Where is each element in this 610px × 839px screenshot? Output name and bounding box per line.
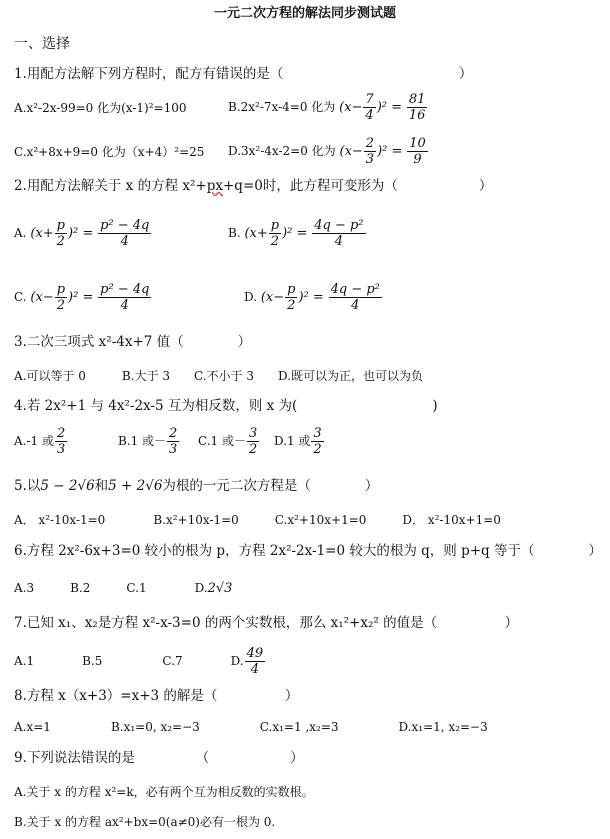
question-1-option-a: A.x²-2x-99=0 化为(x-1)²=100 xyxy=(14,101,187,115)
option-b-math-right: )² = xyxy=(376,100,403,115)
question-7-options xyxy=(14,646,266,677)
option-d-prefix: D.1 或 xyxy=(273,434,311,448)
options-text: A.3 B.2 C.1 D. xyxy=(14,581,208,595)
option-c-fraction xyxy=(247,426,259,457)
fraction-denominator: 4 xyxy=(250,662,260,677)
fraction-denominator: 16 xyxy=(408,108,426,123)
fraction-numerator: 49 xyxy=(246,646,264,661)
question-8-stem: 8.方程 x（x+3）=x+3 的解是（ ） xyxy=(14,688,299,704)
question-2-option-d xyxy=(244,282,383,313)
fraction-denominator: 2 xyxy=(56,298,65,313)
fraction-numerator: p xyxy=(56,218,65,233)
fraction-denominator: 3 xyxy=(365,152,375,167)
options-text: A.1 B.5 C.7 D. xyxy=(14,654,244,668)
fraction-numerator: p xyxy=(270,218,280,233)
math-left: (x+ xyxy=(30,226,54,241)
option-a-fraction xyxy=(55,426,67,457)
fraction xyxy=(55,218,67,249)
fraction-denominator: 2 xyxy=(249,442,258,457)
fraction xyxy=(55,282,67,313)
stem-suffix: +q=0时，此方程可变形为（ ） xyxy=(222,178,493,194)
math-mid: )² = xyxy=(298,290,324,305)
option-d-math: 2√3 xyxy=(207,581,233,596)
stem-prefix: 2.用配方法解关于 x 的方程 x²+ xyxy=(14,178,207,194)
question-3-options: A.可以等于 0 B.大于 3 C.不小于 3 D.既可以为正，也可以为负 xyxy=(14,369,424,383)
question-2-option-b xyxy=(228,218,367,249)
stem-suffix: 为根的一元二次方程是（ ） xyxy=(162,478,379,494)
fraction-denominator: 2 xyxy=(270,234,280,249)
option-d-fraction xyxy=(364,136,376,167)
question-1-option-b xyxy=(228,92,428,123)
math-mid: )² = xyxy=(282,226,308,241)
option-d-fraction xyxy=(311,426,323,457)
question-9-option-a: A.关于 x 的方程 x²=k，必有两个互为相反数的实数根。 xyxy=(14,785,314,799)
result-fraction xyxy=(329,282,382,313)
fraction-numerator: 2 xyxy=(365,136,375,151)
option-d-math-left: (x− xyxy=(339,144,363,159)
question-2-stem xyxy=(14,178,492,194)
option-d-result-fraction xyxy=(407,136,428,167)
option-b-fraction xyxy=(363,92,375,123)
option-b-fraction xyxy=(167,426,179,457)
option-d-fraction xyxy=(245,646,266,677)
option-c-prefix: C.1 或－ xyxy=(197,434,246,448)
fraction-denominator: 2 xyxy=(287,298,296,313)
question-3-stem: 3.二次三项式 x²-4x+7 值（ ） xyxy=(14,334,252,350)
option-label: D. xyxy=(244,290,258,304)
fraction-numerator: 2 xyxy=(57,426,66,441)
root-expression-1: 5 − 2√6 xyxy=(40,478,95,494)
question-8-options: A.x=1 B.x₁=0, x₂=−3 C.x₁=1 ,x₂=3 D.x₁=1, x₂=−3 xyxy=(14,720,488,734)
result-fraction xyxy=(98,218,151,249)
fraction-numerator: 10 xyxy=(409,136,426,151)
math-mid: )² = xyxy=(67,226,94,241)
fraction-numerator: 3 xyxy=(249,426,258,441)
fraction-denominator: 4 xyxy=(120,298,129,313)
fraction-denominator: 4 xyxy=(334,234,344,249)
question-6-options xyxy=(14,580,232,597)
fraction xyxy=(269,218,281,249)
stem-prefix: 5.以 xyxy=(14,478,41,494)
section-heading: 一、选择 xyxy=(14,36,70,52)
question-5-options: A． x²-10x-1=0 B.x²+10x-1=0 C.x²+10x+1=0 D． x²-10x+1=0 xyxy=(14,513,501,527)
option-b-prefix: B.2x²-7x-4=0 化为 xyxy=(228,100,336,114)
question-9-stem: 9.下列说法错误的是 （ ） xyxy=(14,750,304,766)
result-fraction xyxy=(312,218,365,249)
fraction-denominator: 3 xyxy=(57,442,66,457)
fraction-numerator: p² − 4q xyxy=(100,282,150,297)
question-1-option-d xyxy=(228,136,429,167)
math-left: (x− xyxy=(30,290,54,305)
stem-underlined-term: px xyxy=(206,178,223,194)
fraction-denominator: 3 xyxy=(169,442,178,457)
fraction-numerator: 7 xyxy=(365,92,374,107)
option-d-math-right: )² = xyxy=(377,144,403,159)
option-b-math-left: (x− xyxy=(339,100,363,115)
question-6-stem: 6.方程 2x²-6x+3=0 较小的根为 p，方程 2x²-2x-1=0 较大的根为 q，则 p+q 等于（ ） xyxy=(14,543,602,559)
math-mid: )² = xyxy=(68,290,94,305)
option-label: A. xyxy=(14,226,27,240)
fraction-numerator: 2 xyxy=(169,426,178,441)
question-7-stem: 7.已知 x₁、x₂是方程 x²-x-3=0 的两个实数根，那么 x₁²+x₂² 的值是（ ） xyxy=(14,615,519,631)
root-expression-2: 5 + 2√6 xyxy=(108,478,163,494)
fraction-denominator: 4 xyxy=(120,234,129,249)
question-4-stem: 4.若 2x²+1 与 4x²-2x-5 互为相反数，则 x 为( ) xyxy=(14,398,438,414)
fraction-numerator: 3 xyxy=(313,426,322,441)
fraction xyxy=(285,282,297,313)
page-title: 一元二次方程的解法同步测试题 xyxy=(213,6,396,21)
question-1-stem: 1.用配方法解下列方程时，配方有错误的是（ ） xyxy=(14,66,473,82)
option-b-prefix: B.1 或－ xyxy=(117,434,167,448)
result-fraction xyxy=(98,282,151,313)
question-2-option-c xyxy=(14,282,152,313)
fraction-numerator: 4q − p² xyxy=(314,218,364,233)
option-label: C. xyxy=(14,290,27,304)
option-label: B. xyxy=(228,226,241,240)
math-left: (x+ xyxy=(244,226,268,241)
fraction-numerator: p xyxy=(287,282,296,297)
question-1-option-c: C.x²+8x+9=0 化为（x+4）²=25 xyxy=(14,145,205,159)
option-d-prefix: D.3x²-4x-2=0 化为 xyxy=(228,144,336,158)
question-4-options xyxy=(14,426,325,457)
fraction-numerator: p xyxy=(56,282,66,297)
fraction-numerator: p² − 4q xyxy=(100,218,150,233)
question-5-stem xyxy=(14,478,378,494)
fraction-numerator: 4q − p² xyxy=(330,282,380,297)
fraction-denominator: 2 xyxy=(56,234,65,249)
fraction-denominator: 4 xyxy=(351,298,360,313)
fraction-denominator: 4 xyxy=(365,108,374,123)
fraction-numerator: 81 xyxy=(408,92,426,107)
option-b-result-fraction xyxy=(407,92,428,123)
fraction-denominator: 2 xyxy=(313,442,322,457)
stem-mid: 和 xyxy=(94,478,109,494)
question-2-option-a xyxy=(14,218,152,249)
fraction-denominator: 9 xyxy=(413,152,422,167)
question-9-option-b: B.关于 x 的方程 ax²+bx=0(a≠0)必有一根为 0. xyxy=(14,815,276,829)
math-left: (x− xyxy=(260,290,285,305)
option-a-prefix: A.-1 或 xyxy=(14,434,54,448)
